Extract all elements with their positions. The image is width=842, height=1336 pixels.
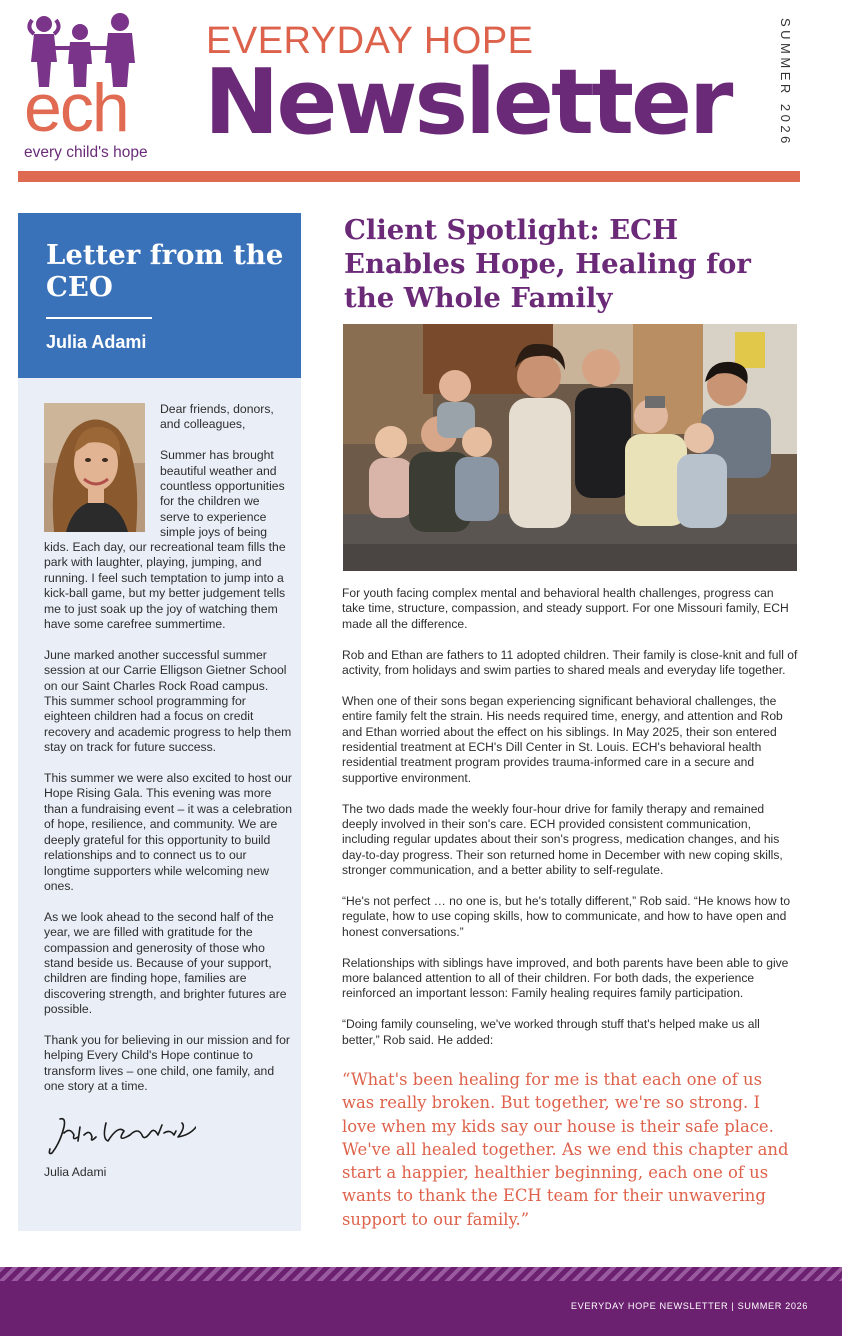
- header-divider: [18, 171, 800, 182]
- letter-body: [44, 540, 294, 1110]
- ceo-letter-panel: [18, 213, 301, 1231]
- ech-logo: [22, 12, 182, 161]
- story-paragraph: The two dads made the weekly four-hour drive for family therapy and remained deeply involved in their son's care. ECH provided consistent communication, including regular updates about their son's progress, medication changes, and his day-to-day progress. Their son returned home in December with new coping skills, stronger communication, and a better ability to self-regulate.: [342, 801, 783, 878]
- newsletter-masthead: Newsletter: [204, 50, 731, 155]
- feature-headline: Client Spotlight: ECH Enables Hope, Healing for the Whole Family: [344, 214, 751, 314]
- story-paragraph: “He's not perfect … no one is, but he's totally different,” Rob said. “He knows how to regulate, how to use coping skills, how to communicate, and how to have open and honest conversations.”: [342, 894, 791, 939]
- footer-stripe-band: [0, 1267, 842, 1281]
- letter-paragraph: As we look ahead to the second half of the year, we are filled with gratitude for the compassion and generosity of those who stand beside us. Because of your support, children are finding hope, families are discovering strength, and brighter futures are possible.: [44, 909, 287, 1017]
- story-paragraph: Relationships with siblings have improved, and both parents have been able to give more balanced attention to all of their children. For both dads, the experience reinforced an important lesson: Family healing requires family participation.: [342, 955, 789, 1001]
- story-paragraph: “Doing family counseling, we've worked through stuff that's helped make us all better,” Rob said. He added:: [342, 1017, 760, 1047]
- letter-signoff-name: Julia Adami: [44, 1165, 107, 1179]
- footer-text: EVERYDAY HOPE NEWSLETTER | SUMMER 2026: [570, 1301, 808, 1311]
- story-paragraph: Rob and Ethan are fathers to 11 adopted children. Their family is close-knit and full of activity, from holidays and swim parties to shared meals and everyday life together.: [342, 647, 798, 678]
- ceo-letter-author: Julia Adami: [46, 332, 147, 352]
- ceo-letter-rule: [46, 317, 152, 319]
- ceo-portrait-photo: [44, 403, 145, 532]
- logo-wordmark: ech: [24, 70, 128, 146]
- story-paragraph: When one of their sons began experiencing significant behavioral challenges, the entire family felt the strain. His needs required time, energy, and attention and Rob and Ethan worried about the effect on his siblings. In May 2025, their son entered residential treatment at ECH's Dill Center in St. Louis. ECH's behavioral health residential treatment program provides trauma-informed care in a secure and supportive environment.: [342, 693, 783, 785]
- ceo-letter-title: Letter from the CEO: [46, 239, 284, 304]
- ceo-letter-header: [18, 213, 301, 378]
- feature-pullquote: “What's been healing for me is that each one of us was really broken. But together, we're so strong. I love when my kids say our house is their safe place. We've all healed together. As we end this chapter and start a happier, healthier beginning, each one of us wants to thank the ECH team for their unwavering support to our family.”: [342, 1070, 789, 1229]
- newsletter-kicker: EVERYDAY HOPE: [206, 20, 534, 62]
- letter-paragraph: June marked another successful summer session at our Carrie Elligson Gietner School on our Saint Charles Rock Road campus. This summer school programming for eighteen children had a focus on credit recovery and academic progress to help them stay on track for future success.: [44, 647, 292, 755]
- letter-opening: [160, 402, 290, 541]
- letter-paragraph: This summer we were also excited to host our Hope Rising Gala. This evening was more than a fundraising event – it was a celebration of hope, resilience, and community. We are deeply grateful for this opportunity to build relationships and to connect us to our longtime supporters while welcoming new ones.: [44, 771, 292, 893]
- logo-tagline: every child's hope: [24, 144, 148, 161]
- season-label: [778, 18, 800, 168]
- feature-story: [342, 586, 798, 1063]
- letter-salutation: Dear friends, donors, and colleagues,: [160, 402, 274, 432]
- page-footer: [0, 1267, 842, 1336]
- letter-paragraph-wrap: Summer has brought beautiful weather and countless opportunities for the children we serve to experience simple joys of being: [160, 448, 285, 540]
- story-paragraph: For youth facing complex mental and behavioral health challenges, progress can take time, structure, compassion, and steady support. For one Missouri family, ECH made all the difference.: [342, 586, 789, 631]
- season-text: SUMMER 2026: [778, 18, 793, 147]
- letter-paragraph: Thank you for believing in our mission and for helping Every Child's Hope continue to transform lives – one child, one family, and one story at a time.: [44, 1032, 290, 1094]
- ceo-signature: [46, 1113, 196, 1157]
- family-group-photo: [343, 324, 797, 571]
- letter-paragraph: kids. Each day, our recreational team fills the park with laughter, playing, jumping, and running. I feel such temptation to jump into a kick-ball game, but my better judgement tells me to just soak up the joy of watching them have some carefree summertime.: [44, 540, 286, 632]
